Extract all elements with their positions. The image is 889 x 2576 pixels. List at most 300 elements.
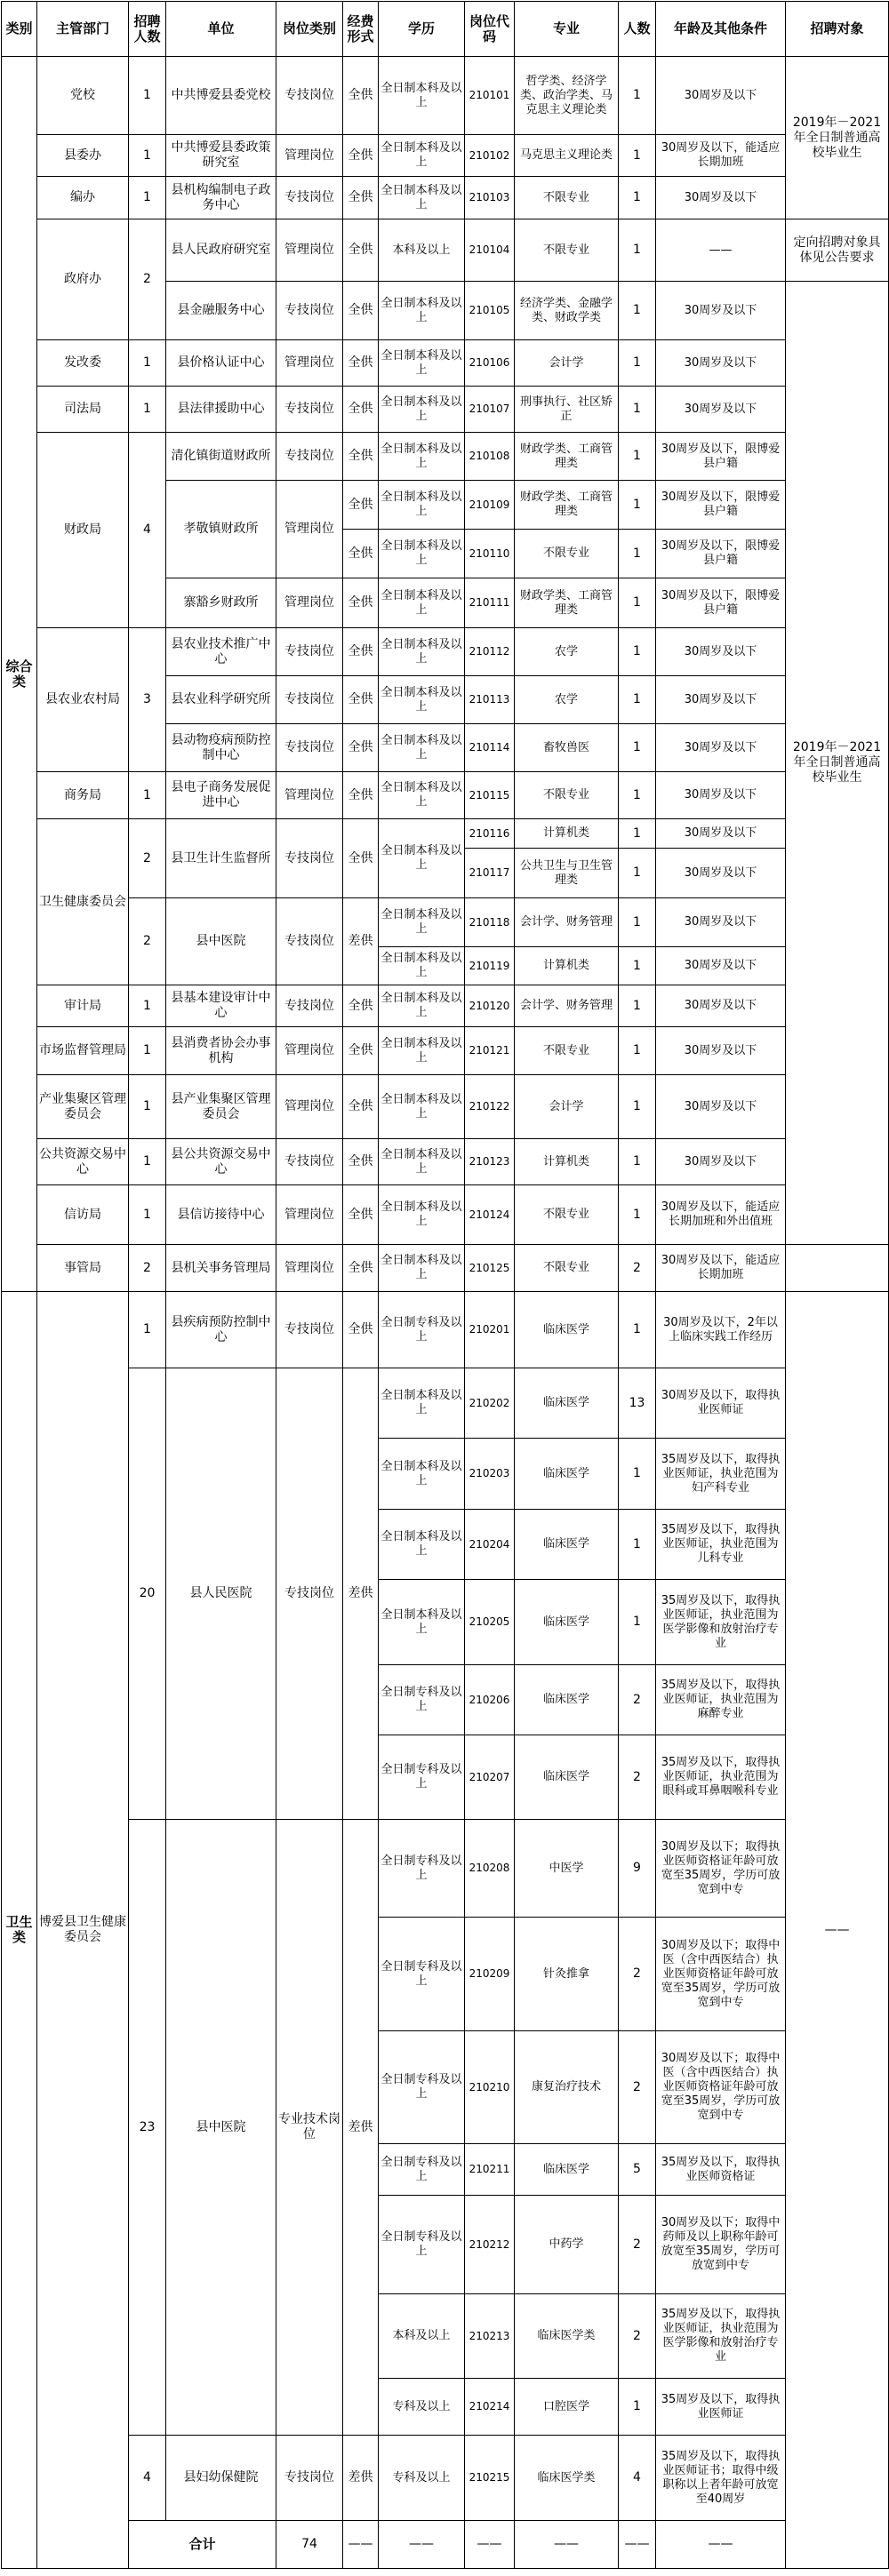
- unit-cell: 县动物疫病预防控制中心: [166, 724, 276, 772]
- fund-cell: 全供: [343, 1292, 379, 1368]
- num-cell: 1: [619, 219, 656, 282]
- req-cell: 30周岁及以下: [656, 898, 786, 947]
- num-cell: 2: [619, 1245, 656, 1292]
- major-cell: 财政学类、工商管理类: [515, 433, 619, 481]
- unit-cell: 中共博爱县委政策研究室: [166, 135, 276, 177]
- major-cell: 中药学: [515, 2196, 619, 2294]
- code-cell: 210110: [465, 530, 515, 578]
- edu-cell: 全日制本科及以上: [379, 985, 465, 1027]
- fund-cell: 全供: [343, 1027, 379, 1075]
- req-cell: 35周岁及以下，取得执业医师证，执业范围为医学影像和放射治疗专业: [656, 2294, 786, 2379]
- code-cell: 210103: [465, 177, 515, 219]
- table-row: [2, 819, 889, 849]
- type-cell: 管理岗位: [276, 772, 343, 819]
- unit-cell: 县消费者协会办事机构: [166, 1027, 276, 1075]
- major-cell: 会计学: [515, 1075, 619, 1139]
- req-cell: 30周岁及以下: [656, 177, 786, 219]
- code-cell: 210120: [465, 985, 515, 1027]
- req-cell: 30周岁及以下；取得中医（含中西医结合）执业医师资格证年龄可放宽至35周岁，学历可放宽到中专: [656, 1918, 786, 2031]
- major-cell: 中医学: [515, 1820, 619, 1918]
- major-cell: 马克思主义理论类: [515, 135, 619, 177]
- code-cell: 210213: [465, 2294, 515, 2379]
- fund-cell: 差供: [343, 2436, 379, 2521]
- num-cell: 1: [619, 724, 656, 772]
- fund-cell: 全供: [343, 1245, 379, 1292]
- dept-cell: 事管局: [37, 1245, 129, 1292]
- edu-cell: 全日制本科及以上: [379, 433, 465, 481]
- header-cell: 岗位类别: [276, 2, 343, 57]
- num-cell: 1: [619, 57, 656, 135]
- major-cell: 会计学: [515, 340, 619, 387]
- num-cell: 1: [619, 628, 656, 676]
- major-cell: 临床医学: [515, 2144, 619, 2196]
- edu-cell: 全日制本科及以上: [379, 481, 465, 530]
- req-cell: 30周岁及以下，能适应长期加班: [656, 1245, 786, 1292]
- num-cell: 1: [619, 1510, 656, 1580]
- req-cell: 30周岁及以下: [656, 849, 786, 898]
- edu-cell: 本科及以上: [379, 219, 465, 282]
- unit-cell: 县妇幼保健院: [166, 2436, 276, 2521]
- req-cell: 35周岁及以下，取得执业医师证，执业范围为儿科专业: [656, 1510, 786, 1580]
- code-cell: 210204: [465, 1510, 515, 1580]
- unit-cell: 县产业集聚区管理委员会: [166, 1075, 276, 1139]
- dept-cell: 发改委: [37, 340, 129, 387]
- fund-cell: 全供: [343, 387, 379, 433]
- edu-cell: 全日制本科及以上: [379, 135, 465, 177]
- fund-cell: 全供: [343, 282, 379, 340]
- num-cell: 5: [619, 2144, 656, 2196]
- total-major: ——: [656, 2521, 786, 2569]
- dept-count-cell: 4: [129, 433, 166, 628]
- code-cell: 210215: [465, 2436, 515, 2521]
- table-row: [2, 2436, 889, 2521]
- type-cell: 专技岗位: [276, 2436, 343, 2521]
- num-cell: 1: [619, 819, 656, 849]
- type-cell: 专业技术岗位: [276, 1820, 343, 2436]
- code-cell: 210208: [465, 1820, 515, 1918]
- code-cell: 210117: [465, 849, 515, 898]
- code-cell: 210119: [465, 947, 515, 985]
- fund-cell: 全供: [343, 628, 379, 676]
- header-cell: 经费形式: [343, 2, 379, 57]
- type-cell: 管理岗位: [276, 578, 343, 628]
- edu-cell: 全日制本科及以上: [379, 578, 465, 628]
- type-cell: 管理岗位: [276, 1027, 343, 1075]
- edu-cell: 专科及以上: [379, 2436, 465, 2521]
- req-cell: 30周岁及以下: [656, 387, 786, 433]
- num-cell: 1: [619, 530, 656, 578]
- major-cell: 临床医学: [515, 1735, 619, 1820]
- fund-cell: 全供: [343, 724, 379, 772]
- fund-cell: 全供: [343, 578, 379, 628]
- num-cell: 2: [619, 2294, 656, 2379]
- table-row: [2, 57, 889, 135]
- req-cell: 30周岁及以下，2年以上临床实践工作经历: [656, 1292, 786, 1368]
- dept-count-cell: 1: [129, 135, 166, 177]
- num-cell: 1: [619, 676, 656, 724]
- edu-cell: 全日制本科及以上: [379, 1368, 465, 1439]
- unit-cell: 孝敬镇财政所: [166, 481, 276, 578]
- unit-cell: 县机关事务管理局: [166, 1245, 276, 1292]
- table-row: [2, 1820, 889, 1918]
- total-unit: ——: [343, 2521, 379, 2569]
- dept-cell: 博爱县卫生健康委员会: [37, 1292, 129, 2569]
- edu-cell: 本科及以上: [379, 2294, 465, 2379]
- table-row: [2, 1139, 889, 1185]
- dept-count-cell: 2: [129, 898, 166, 985]
- dept-count-cell: 1: [129, 1139, 166, 1185]
- major-cell: 不限专业: [515, 1245, 619, 1292]
- type-cell: 专技岗位: [276, 985, 343, 1027]
- total-fund: ——: [465, 2521, 515, 2569]
- num-cell: 1: [619, 849, 656, 898]
- req-cell: 35周岁及以下，取得执业医师资格证: [656, 2144, 786, 2196]
- edu-cell: 全日制专科及以上: [379, 2196, 465, 2294]
- code-cell: 210118: [465, 898, 515, 947]
- num-cell: 1: [619, 1185, 656, 1245]
- target-cell: 2019年－2021年全日制普通高校毕业生: [786, 57, 889, 219]
- major-cell: 临床医学类: [515, 2436, 619, 2521]
- fund-cell: 全供: [343, 676, 379, 724]
- req-cell: 30周岁及以下，限博爱县户籍: [656, 578, 786, 628]
- code-cell: 210112: [465, 628, 515, 676]
- edu-cell: 全日制本科及以上: [379, 1185, 465, 1245]
- edu-cell: 全日制本科及以上: [379, 1139, 465, 1185]
- num-cell: 13: [619, 1368, 656, 1439]
- req-cell: 35周岁及以下，取得执业医师证，执业范围为医学影像和放射治疗专业: [656, 1580, 786, 1665]
- category-cell: 卫生类: [2, 1292, 37, 2569]
- header-cell: 人数: [619, 2, 656, 57]
- dept-count-cell: 2: [129, 1245, 166, 1292]
- req-cell: 30周岁及以下: [656, 282, 786, 340]
- fund-cell: 全供: [343, 1185, 379, 1245]
- type-cell: 专技岗位: [276, 628, 343, 676]
- dept-cell: 党校: [37, 57, 129, 135]
- major-cell: 会计学、财务管理: [515, 898, 619, 947]
- major-cell: 农学: [515, 676, 619, 724]
- req-cell: 30周岁及以下；取得中医（含中西医结合）执业医师资格证年龄可放宽至35周岁，学历可放宽到中专: [656, 2031, 786, 2144]
- code-cell: 210122: [465, 1075, 515, 1139]
- major-cell: 临床医学: [515, 1510, 619, 1580]
- major-cell: 计算机类: [515, 1139, 619, 1185]
- num-cell: 2: [619, 1665, 656, 1735]
- fund-cell: 全供: [343, 481, 379, 530]
- num-cell: 1: [619, 898, 656, 947]
- total-count: 74: [276, 2521, 343, 2569]
- edu-cell: 全日制本科及以上: [379, 676, 465, 724]
- table-row: [2, 433, 889, 481]
- dept-cell: 卫生健康委员会: [37, 819, 129, 985]
- table-row: [2, 772, 889, 819]
- num-cell: 2: [619, 1735, 656, 1820]
- dept-cell: 县委办: [37, 135, 129, 177]
- major-cell: 财政学类、工商管理类: [515, 481, 619, 530]
- table-row: [2, 387, 889, 433]
- unit-cell: 县法律援助中心: [166, 387, 276, 433]
- dept-cell: 财政局: [37, 433, 129, 628]
- code-cell: 210106: [465, 340, 515, 387]
- type-cell: 专技岗位: [276, 282, 343, 340]
- code-cell: 210114: [465, 724, 515, 772]
- req-cell: 30周岁及以下，限博爱县户籍: [656, 530, 786, 578]
- code-cell: 210201: [465, 1292, 515, 1368]
- major-cell: 临床医学: [515, 1439, 619, 1510]
- code-cell: 210123: [465, 1139, 515, 1185]
- unit-cell: 县卫生计生监督所: [166, 819, 276, 898]
- major-cell: 不限专业: [515, 177, 619, 219]
- edu-cell: 全日制本科及以上: [379, 772, 465, 819]
- dept-count-cell: 1: [129, 177, 166, 219]
- dept-cell: 审计局: [37, 985, 129, 1027]
- unit-cell: 县人民医院: [166, 1368, 276, 1820]
- req-cell: 35周岁及以下，取得执业医师证: [656, 2379, 786, 2436]
- num-cell: 1: [619, 985, 656, 1027]
- edu-cell: 全日制专科及以上: [379, 1665, 465, 1735]
- major-cell: 不限专业: [515, 1185, 619, 1245]
- req-cell: 30周岁及以下，限博爱县户籍: [656, 481, 786, 530]
- total-code: ——: [619, 2521, 656, 2569]
- code-cell: 210211: [465, 2144, 515, 2196]
- major-cell: 财政学类、工商管理类: [515, 578, 619, 628]
- fund-cell: 全供: [343, 1139, 379, 1185]
- header-row: [2, 2, 889, 57]
- req-cell: 35周岁及以下，取得执业医师证书；取得中级职称以上者年龄可放宽至40周岁: [656, 2436, 786, 2521]
- edu-cell: 全日制本科及以上: [379, 1510, 465, 1580]
- total-label: 合计: [129, 2521, 276, 2569]
- fund-cell: 差供: [343, 1820, 379, 2436]
- major-cell: 针灸推拿: [515, 1918, 619, 2031]
- num-cell: 9: [619, 1820, 656, 1918]
- code-cell: 210115: [465, 772, 515, 819]
- code-cell: 210109: [465, 481, 515, 530]
- major-cell: 临床医学: [515, 1292, 619, 1368]
- type-cell: 专技岗位: [276, 57, 343, 135]
- code-cell: 210124: [465, 1185, 515, 1245]
- code-cell: 210203: [465, 1439, 515, 1510]
- num-cell: 1: [619, 1139, 656, 1185]
- table-row: [2, 219, 889, 282]
- num-cell: 1: [619, 1027, 656, 1075]
- req-cell: 35周岁及以下，取得执业医师证，执业范围为眼科或耳鼻咽喉科专业: [656, 1735, 786, 1820]
- req-cell: 30周岁及以下: [656, 57, 786, 135]
- dept-cell: 县农业农村局: [37, 628, 129, 772]
- code-cell: 210113: [465, 676, 515, 724]
- num-cell: 1: [619, 177, 656, 219]
- fund-cell: 差供: [343, 898, 379, 985]
- target-cell: 定向招聘对象具体见公告要求: [786, 219, 889, 282]
- dept-count-cell: 2: [129, 219, 166, 340]
- edu-cell: 全日制本科及以上: [379, 1027, 465, 1075]
- recruitment-table: [1, 1, 889, 2569]
- num-cell: 1: [619, 1580, 656, 1665]
- type-cell: 专技岗位: [276, 819, 343, 898]
- target-cell: 2019年－2021年全日制普通高校毕业生: [786, 282, 889, 1245]
- table-row: [2, 628, 889, 676]
- code-cell: 210125: [465, 1245, 515, 1292]
- req-cell: 30周岁及以下: [656, 1027, 786, 1075]
- major-cell: 不限专业: [515, 219, 619, 282]
- req-cell: 30周岁及以下: [656, 772, 786, 819]
- edu-cell: 全日制专科及以上: [379, 2144, 465, 2196]
- req-cell: 30周岁及以下: [656, 628, 786, 676]
- major-cell: 会计学、财务管理: [515, 985, 619, 1027]
- major-cell: 农学: [515, 628, 619, 676]
- major-cell: 临床医学类: [515, 2294, 619, 2379]
- fund-cell: 全供: [343, 433, 379, 481]
- req-cell: 30周岁及以下；取得执业医师资格证年龄可放宽至35周岁，学历可放宽到中专: [656, 1820, 786, 1918]
- dept-cell: 市场监督管理局: [37, 1027, 129, 1075]
- category-cell: 综合类: [2, 57, 37, 1292]
- header-cell: 年龄及其他条件: [656, 2, 786, 57]
- code-cell: 210214: [465, 2379, 515, 2436]
- code-cell: 210205: [465, 1580, 515, 1665]
- num-cell: 1: [619, 1292, 656, 1368]
- req-cell: 30周岁及以下: [656, 340, 786, 387]
- fund-cell: 全供: [343, 177, 379, 219]
- unit-cell: 县公共资源交易中心: [166, 1139, 276, 1185]
- header-cell: 类别: [2, 2, 37, 57]
- code-cell: 210101: [465, 57, 515, 135]
- dept-count-cell: 1: [129, 387, 166, 433]
- major-cell: 经济学类、金融学类、财政学类: [515, 282, 619, 340]
- table-row: [2, 1245, 889, 1292]
- type-cell: 专技岗位: [276, 387, 343, 433]
- type-cell: 专技岗位: [276, 898, 343, 985]
- req-cell: 30周岁及以下: [656, 985, 786, 1027]
- type-cell: 专技岗位: [276, 1292, 343, 1368]
- code-cell: 210105: [465, 282, 515, 340]
- type-cell: 专技岗位: [276, 1139, 343, 1185]
- type-cell: 专技岗位: [276, 433, 343, 481]
- num-cell: 2: [619, 1918, 656, 2031]
- req-cell: 30周岁及以下: [656, 819, 786, 849]
- dept-cell: 司法局: [37, 387, 129, 433]
- total-type: ——: [379, 2521, 465, 2569]
- code-cell: 210212: [465, 2196, 515, 2294]
- major-cell: 计算机类: [515, 819, 619, 849]
- type-cell: 专技岗位: [276, 1368, 343, 1820]
- code-cell: 210102: [465, 135, 515, 177]
- type-cell: 管理岗位: [276, 340, 343, 387]
- dept-cell: 产业集聚区管理委员会: [37, 1075, 129, 1139]
- table-row: [2, 1292, 889, 1368]
- table-row: [2, 1027, 889, 1075]
- dept-count-cell: 2: [129, 819, 166, 898]
- code-cell: 210104: [465, 219, 515, 282]
- edu-cell: 全日制专科及以上: [379, 1292, 465, 1368]
- edu-cell: 专科及以上: [379, 2379, 465, 2436]
- num-cell: 1: [619, 1075, 656, 1139]
- dept-count-cell: 3: [129, 628, 166, 772]
- major-cell: 临床医学: [515, 1368, 619, 1439]
- type-cell: 管理岗位: [276, 1075, 343, 1139]
- total-edu: ——: [515, 2521, 619, 2569]
- fund-cell: 全供: [343, 219, 379, 282]
- major-cell: 计算机类: [515, 947, 619, 985]
- major-cell: 不限专业: [515, 772, 619, 819]
- edu-cell: 全日制本科及以上: [379, 1439, 465, 1510]
- code-cell: 210202: [465, 1368, 515, 1439]
- req-cell: 30周岁及以下，取得执业医师证: [656, 1368, 786, 1439]
- edu-cell: 全日制本科及以上: [379, 1075, 465, 1139]
- num-cell: 1: [619, 282, 656, 340]
- num-cell: 1: [619, 481, 656, 530]
- unit-cell: 寨豁乡财政所: [166, 578, 276, 628]
- unit-cell: 县基本建设审计中心: [166, 985, 276, 1027]
- fund-cell: 全供: [343, 1075, 379, 1139]
- unit-cell: 县机构编制电子政务中心: [166, 177, 276, 219]
- code-cell: 210121: [465, 1027, 515, 1075]
- table-row: [2, 1368, 889, 1439]
- dept-count-cell: 1: [129, 57, 166, 135]
- fund-cell: 全供: [343, 819, 379, 898]
- dept-count-cell: 1: [129, 1185, 166, 1245]
- code-cell: 210207: [465, 1735, 515, 1820]
- unit-cell: 中共博爱县委党校: [166, 57, 276, 135]
- type-cell: 管理岗位: [276, 135, 343, 177]
- code-cell: 210111: [465, 578, 515, 628]
- edu-cell: 全日制本科及以上: [379, 57, 465, 135]
- table-row: [2, 898, 889, 947]
- dept-count-cell: 23: [129, 1820, 166, 2436]
- req-cell: 30周岁及以下，能适应长期加班: [656, 135, 786, 177]
- num-cell: 1: [619, 135, 656, 177]
- code-cell: 210116: [465, 819, 515, 849]
- num-cell: 2: [619, 2031, 656, 2144]
- header-cell: 岗位代码: [465, 2, 515, 57]
- dept-count-cell: 1: [129, 1027, 166, 1075]
- dept-count-cell: 1: [129, 985, 166, 1027]
- num-cell: 1: [619, 947, 656, 985]
- major-cell: 康复治疗技术: [515, 2031, 619, 2144]
- num-cell: 1: [619, 387, 656, 433]
- dept-count-cell: 4: [129, 2436, 166, 2521]
- num-cell: 1: [619, 1439, 656, 1510]
- req-cell: 30周岁及以下: [656, 1139, 786, 1185]
- edu-cell: 全日制本科及以上: [379, 387, 465, 433]
- fund-cell: 差供: [343, 1368, 379, 1820]
- edu-cell: 全日制本科及以上: [379, 898, 465, 947]
- dept-cell: 商务局: [37, 772, 129, 819]
- req-cell: 35周岁及以下，取得执业医师证，执业范围为妇产科专业: [656, 1439, 786, 1510]
- fund-cell: 全供: [343, 340, 379, 387]
- unit-cell: 县人民政府研究室: [166, 219, 276, 282]
- dept-cell: 编办: [37, 177, 129, 219]
- header-cell: 学历: [379, 2, 465, 57]
- code-cell: 210108: [465, 433, 515, 481]
- table-row: [2, 985, 889, 1027]
- num-cell: 1: [619, 2379, 656, 2436]
- dept-count-cell: 20: [129, 1368, 166, 1820]
- num-cell: 1: [619, 433, 656, 481]
- req-cell: 35周岁及以下，取得执业医师证，执业范围为麻醉专业: [656, 1665, 786, 1735]
- edu-cell: 全日制本科及以上: [379, 1580, 465, 1665]
- major-cell: 临床医学: [515, 1665, 619, 1735]
- major-cell: 畜牧兽医: [515, 724, 619, 772]
- req-cell: 30周岁及以下: [656, 947, 786, 985]
- table-row: [2, 1185, 889, 1245]
- req-cell: 30周岁及以下: [656, 1075, 786, 1139]
- num-cell: 4: [619, 2436, 656, 2521]
- table-row: [2, 177, 889, 219]
- edu-cell: 全日制本科及以上: [379, 282, 465, 340]
- major-cell: 不限专业: [515, 1027, 619, 1075]
- unit-cell: 清化镇街道财政所: [166, 433, 276, 481]
- dept-count-cell: 1: [129, 1075, 166, 1139]
- major-cell: 口腔医学: [515, 2379, 619, 2436]
- type-cell: 管理岗位: [276, 481, 343, 578]
- req-cell: 30周岁及以下: [656, 676, 786, 724]
